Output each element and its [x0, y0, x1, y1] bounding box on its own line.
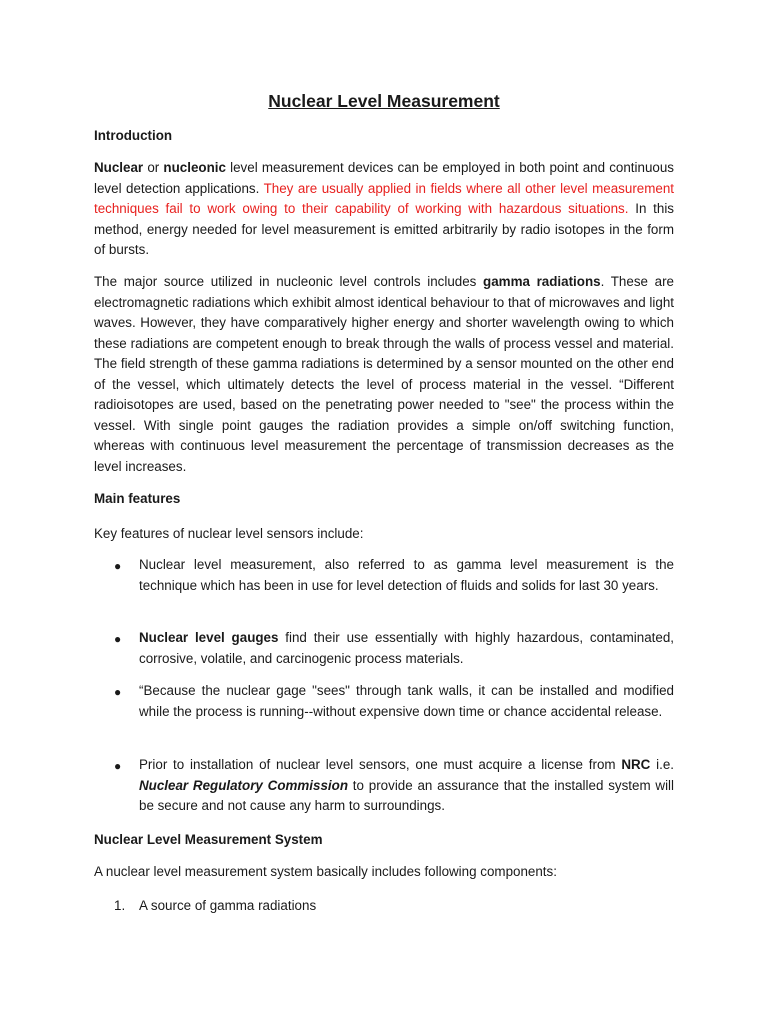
- bullet-icon: ●: [114, 759, 122, 773]
- text-run: level measurement devices can be employed in both point and continuous level detection applications.: [94, 160, 674, 196]
- term-nuclear-level-gauges: Nuclear level gauges: [139, 630, 279, 645]
- system-intro: A nuclear level measurement system basically includes following components:: [94, 864, 557, 879]
- section-heading-main-features: Main features: [94, 491, 181, 506]
- list-number: 1.: [114, 898, 126, 913]
- bullet-icon: ●: [114, 559, 122, 573]
- text-run: . These are electromagnetic radiations which exhibit almost identical behaviour to that of microwaves and light waves. However, they have comparatively higher energy and shorter wavelength owing to which these radiations are competent enough to break through the walls of process vessel and material. The field strength of these gamma radiations is determined by a sensor mounted on the other end of the vessel, which ultimately detects the level of process material in the vessel. “Different radioisotopes are used, based on the penetrating power needed to "see" the process within the vessel. With single point gauges the radiation provides a simple on/off switching function, whereas with continuous level measurement the percentage of transmission decreases as the level increases.: [94, 274, 674, 474]
- system-item-1: A source of gamma radiations: [139, 898, 317, 913]
- section-heading-system: Nuclear Level Measurement System: [94, 832, 323, 847]
- feature-item-4: [139, 755, 674, 817]
- term-nrc: NRC: [621, 757, 651, 772]
- text-run: Prior to installation of nuclear level sensors, one must acquire a license from: [139, 757, 622, 772]
- bullet-icon: ●: [114, 685, 122, 699]
- page-title: Nuclear Level Measurement: [268, 91, 500, 111]
- text-run: The major source utilized in nucleonic level controls includes: [94, 274, 484, 289]
- bullet-icon: ●: [114, 632, 122, 646]
- intro-paragraph-2: [94, 272, 674, 477]
- text-run: find their use essentially with highly hazardous, contaminated, corrosive, volatile, and carcinogenic process materials.: [139, 630, 674, 666]
- text-run: i.e.: [650, 757, 674, 772]
- term-gamma-radiations: gamma radiations: [483, 274, 601, 289]
- features-intro: Key features of nuclear level sensors include:: [94, 526, 364, 541]
- intro-paragraph-1: [94, 158, 674, 261]
- feature-item-1: Nuclear level measurement, also referred to as gamma level measurement is the technique which has been in use for level detection of fluids and solids for last 30 years.: [139, 557, 674, 593]
- text-run: or: [143, 160, 164, 175]
- term-nucleonic: nucleonic: [163, 160, 226, 175]
- highlighted-sentence: They are usually applied in fields where all other level measurement techniques fail to work owing to their capability of working with hazardous situations.: [94, 180, 674, 216]
- text-run: to provide an assurance that the installed system will be secure and not cause any harm to surroundings.: [139, 777, 674, 813]
- section-heading-introduction: Introduction: [94, 128, 173, 143]
- text-run: In this method, energy needed for level measurement is emitted arbitrarily by radio isotopes in the form of bursts.: [94, 201, 674, 257]
- feature-item-3: “Because the nuclear gage "sees" through tank walls, it can be installed and modified while the process is running--without expensive down time or chance accidental release.: [139, 683, 674, 719]
- term-nuclear: Nuclear: [94, 160, 144, 175]
- feature-item-2: [139, 628, 674, 669]
- term-nuclear-regulatory-commission: Nuclear Regulatory Commission: [139, 777, 349, 793]
